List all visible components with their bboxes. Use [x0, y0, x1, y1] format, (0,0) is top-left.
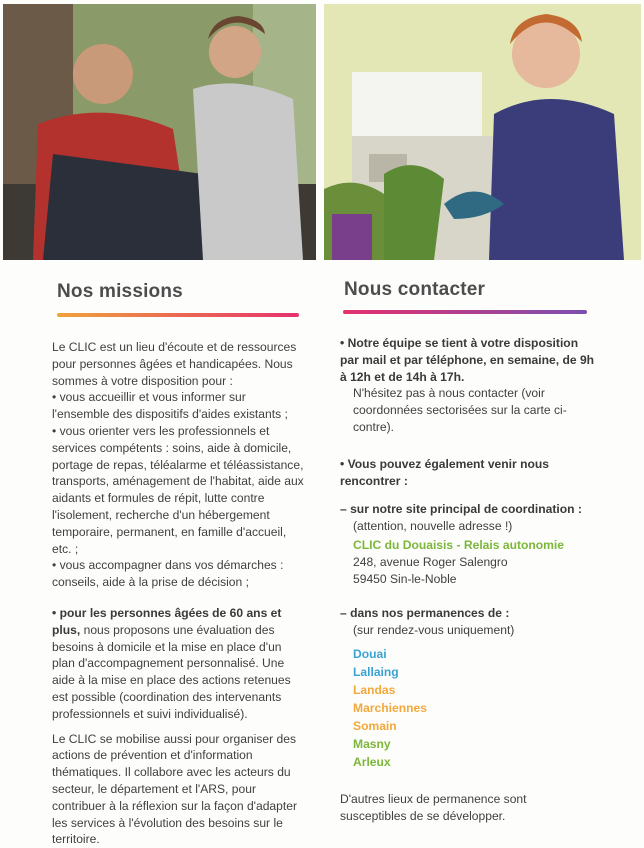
contact-heading: Nous contacter	[344, 279, 486, 300]
missions-elderly-bold: • pour les personnes âgées de 60 ans et plus,	[52, 605, 282, 637]
missions-elderly-paragraph	[52, 605, 304, 723]
missions-intro: Le CLIC est un lieu d'écoute et de ressources pour personnes âgées et handicapées. Nous sommes à votre disposition pour :	[52, 340, 297, 388]
city-masny: Masny	[353, 736, 391, 751]
contact-team-text: N'hésitez pas à nous contacter (voir coordonnées sectorisées sur la carte ci-contre).	[353, 386, 567, 434]
missions-closing: Le CLIC se mobilise aussi pour organiser des actions de prévention et d'information thématiques. Il collabore avec les acteurs du secteur, le département et l'ARS, pour contribuer à la réflexion sur la façon d'adapter les services à l'évolution des besoins sur le territoire.	[52, 731, 297, 847]
contact-city-list	[340, 645, 596, 771]
contact-address-line1: 248, avenue Roger Salengro	[353, 554, 508, 569]
contact-heading-rule	[343, 310, 587, 314]
missions-bullet-orient: • vous orienter vers les professionnels et services compétents : soins, aide à domicile, portage de repas, téléalarme et téléassistance, transports, aménagement de l'habitat, aide aux aidants et formules de répit, lutte contre l'isolement, recherche d'un hébergement temporaire, permanent, en famille d'accueil, etc. ;	[52, 423, 304, 556]
photo-right-illustration	[324, 4, 641, 260]
missions-bullet-accompany: • vous accompagner dans vos démarches : conseils, aide à la prise de décision ;	[52, 558, 284, 590]
contact-visit-bold: • Vous pouvez également venir nous rencontrer :	[340, 456, 549, 488]
contact-perm-note: (sur rendez-vous uniquement)	[353, 623, 515, 638]
city-arleux: Arleux	[353, 754, 391, 769]
contact-column	[340, 335, 596, 825]
city-marchiennes: Marchiennes	[353, 700, 427, 715]
missions-column	[52, 339, 304, 848]
city-somain: Somain	[353, 718, 397, 733]
contact-team-bold: • Notre équipe se tient à votre disposition par mail et par téléphone, en semaine, de 9h à 12h et de 14h à 17h.	[340, 336, 595, 384]
photo-woman-watering-plant	[324, 4, 641, 260]
contact-perm-bold: – dans nos permanences de :	[340, 606, 510, 621]
missions-bullet-inform: • vous accueillir et vous informer sur l'ensemble des dispositifs d'aides existants ;	[52, 390, 288, 422]
contact-footer: D'autres lieux de permanence sont susceptibles de se développer.	[340, 791, 527, 823]
contact-org-name: CLIC du Douaisis - Relais autonomie	[353, 537, 564, 552]
contact-main-site-bold: – sur notre site principal de coordination :	[340, 502, 582, 517]
missions-elderly-text: nous proposons une évaluation des besoins à domicile et la mise en place d'un plan d'accompagnement personnalisé. Une aide à la mise en place des actions retenues est possible (coordination des intervenants professionnels et suivi individualisé).	[52, 622, 291, 721]
city-douai: Douai	[353, 646, 387, 661]
missions-heading: Nos missions	[57, 281, 183, 302]
missions-heading-rule	[57, 313, 299, 317]
contact-main-site-note: (attention, nouvelle adresse !)	[353, 519, 513, 534]
photo-man-wheelchair-with-caregiver	[3, 4, 316, 260]
city-lallaing: Lallaing	[353, 664, 399, 679]
city-landas: Landas	[353, 682, 396, 697]
contact-address-line2: 59450 Sin-le-Noble	[353, 571, 457, 586]
photo-left-illustration	[3, 4, 316, 260]
